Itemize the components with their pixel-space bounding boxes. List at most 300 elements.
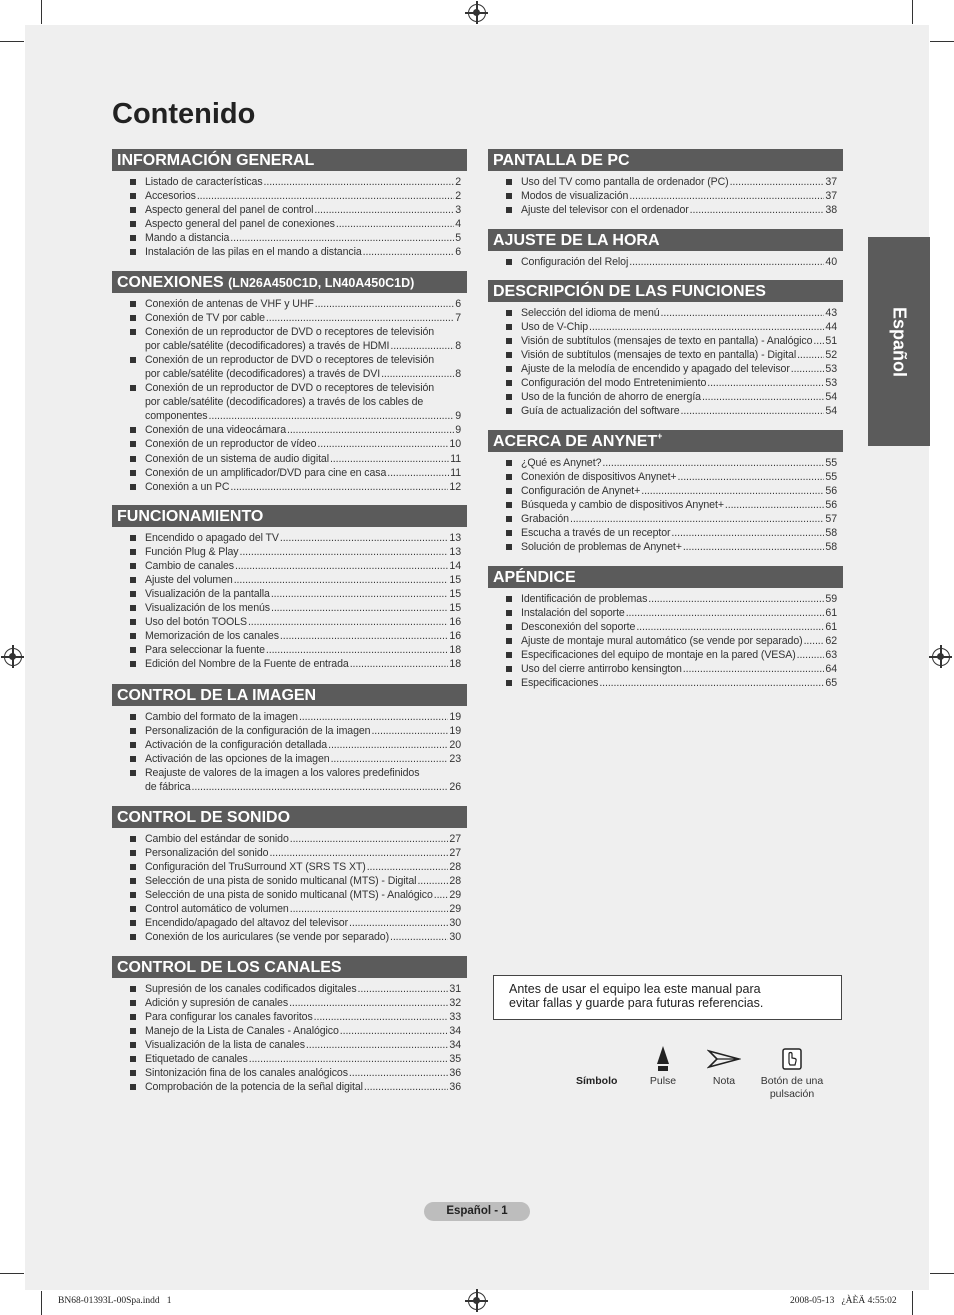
toc-dot-leader: [249, 1052, 449, 1066]
toc-entry-line: [521, 498, 837, 512]
toc-entry-line: [145, 766, 461, 780]
toc-entry[interactable]: [506, 634, 837, 648]
toc-entry-title: Visualización de la lista de canales: [145, 1039, 305, 1052]
toc-dot-leader: [797, 348, 824, 362]
footer-timestamp: 2008-05-13 ¿ÀÈÄ 4:55:02: [790, 1296, 897, 1306]
toc-dot-leader: [629, 189, 824, 203]
toc-entry-page: 23: [449, 753, 461, 766]
toc-entry[interactable]: [506, 620, 837, 634]
toc-entry[interactable]: [506, 484, 837, 498]
toc-dot-leader: [599, 676, 824, 690]
toc-entry[interactable]: [506, 334, 837, 348]
toc-entry[interactable]: [506, 456, 837, 470]
toc-dot-leader: [299, 710, 448, 724]
toc-entry-page: 3: [455, 204, 461, 217]
crop-mark: [912, 0, 913, 24]
toc-entry-title: Adición y supresión de canales: [145, 997, 289, 1010]
toc-dot-leader: [648, 592, 824, 606]
toc-entry-title: Memorización de los canales: [145, 630, 279, 643]
toc-entry-line: [521, 606, 837, 620]
toc-entry[interactable]: [130, 325, 461, 353]
toc-entry-title: Accesorios: [145, 190, 196, 203]
toc-section-heading-text: DESCRIPCIÓN DE LAS FUNCIONES: [493, 283, 766, 300]
toc-entry-line: [521, 376, 837, 390]
toc-entry-title: por cable/satélite (decodificadores) a través de los cables de: [145, 396, 424, 409]
toc-entry-title: Encendido o apagado del TV: [145, 532, 279, 544]
toc-entry-title: Cambio del formato de la imagen: [145, 711, 298, 723]
toc-dot-leader: [336, 217, 454, 231]
toc-entry[interactable]: [130, 231, 461, 245]
toc-entry-page: 8: [455, 368, 461, 381]
toc-entry-page: 19: [449, 725, 461, 738]
toc-entry-line: [145, 311, 461, 325]
toc-entry-title: Listado de características: [145, 176, 263, 188]
toc-entry-title: Conexión de antenas de VHF y UHF: [145, 298, 314, 310]
toc-entry-title: Escucha a través de un receptor: [521, 527, 671, 540]
toc-entry-title: Ajuste de montaje mural automático (se vende por separado): [521, 635, 803, 648]
toc-entry-page: 15: [449, 602, 461, 615]
toc-entry[interactable]: [130, 175, 461, 189]
toc-section-heading-text: CONTROL DE LOS CANALES: [117, 959, 342, 976]
toc-dot-leader: [192, 780, 449, 794]
toc-entry-title: Manejo de la Lista de Canales - Analógico: [145, 1025, 339, 1038]
toc-entry[interactable]: [506, 320, 837, 334]
toc-entry-line: [145, 1080, 461, 1094]
toc-section-heading-text: FUNCIONAMIENTO: [117, 508, 264, 525]
toc-entry-page: 26: [449, 781, 461, 794]
toc-entry[interactable]: [130, 423, 461, 437]
toc-entry[interactable]: [130, 559, 461, 573]
toc-entry[interactable]: [506, 512, 837, 526]
toc-entry-line: [521, 620, 837, 634]
toc-entry-line: [145, 643, 461, 657]
toc-entry[interactable]: [506, 470, 837, 484]
toc-entry-line: [521, 526, 837, 540]
toc-entry-page: 55: [825, 471, 837, 484]
toc-entry-page: 20: [449, 739, 461, 752]
toc-dot-leader: [290, 902, 449, 916]
language-side-tab: [868, 237, 930, 446]
toc-entry-title: Visión de subtítulos (mensajes de texto en pantalla) - Analógico: [521, 335, 813, 348]
toc-entry[interactable]: [130, 1038, 461, 1052]
toc-entry[interactable]: [506, 376, 837, 390]
toc-section-heading-text: ACERCA DE ANYNET: [493, 433, 658, 450]
toc-entry-line: [145, 930, 461, 944]
toc-entry-page: 11: [450, 452, 461, 465]
toc-entry-list: [112, 828, 467, 944]
toc-entry-page: 9: [455, 410, 461, 423]
toc-entry-line: [145, 175, 461, 189]
toc-entry[interactable]: [130, 1080, 461, 1094]
toc-entry-page: 2: [455, 176, 461, 188]
toc-entry-line: [521, 662, 837, 676]
toc-entry[interactable]: [130, 189, 461, 203]
toc-entry-title: Selección de una pista de sonido multicanal (MTS) - Digital: [145, 875, 417, 888]
toc-entry-page: 19: [449, 711, 461, 723]
toc-entry-page: 14: [449, 560, 461, 573]
toc-entry-page: 33: [449, 1011, 461, 1024]
toc-entry-page: 61: [825, 607, 837, 620]
toc-dot-leader: [209, 409, 455, 423]
toc-dot-leader: [328, 738, 448, 752]
toc-entry-title: Uso de V-Chip: [521, 321, 589, 334]
toc-dot-leader: [340, 1024, 449, 1038]
toc-entry-line: [521, 676, 837, 690]
toc-entry[interactable]: [506, 526, 837, 540]
symbol-one-touch-label: Botón de una: [760, 1075, 824, 1087]
toc-section-heading-text: APÉNDICE: [493, 569, 576, 586]
toc-entry[interactable]: [130, 573, 461, 587]
toc-entry-list: [488, 452, 843, 554]
toc-entry[interactable]: [130, 466, 461, 480]
toc-entry-line: [521, 540, 837, 554]
toc-entry-line: [145, 395, 461, 409]
symbol-pulse-label: Pulse: [649, 1075, 677, 1087]
toc-entry[interactable]: [506, 348, 837, 362]
toc-entry-title: Ajuste del televisor con el ordenador: [521, 204, 689, 217]
toc-entry-title: Para configurar los canales favoritos: [145, 1011, 313, 1024]
toc-entry[interactable]: [130, 657, 461, 671]
toc-entry[interactable]: [130, 452, 461, 466]
toc-entry-title: Conexión de un reproductor de vídeo: [145, 438, 317, 451]
toc-entry[interactable]: [130, 752, 461, 766]
toc-entry-title: Activación de la configuración detallada: [145, 739, 328, 752]
footer-file-name: BN68-01393L-00Spa.indd 1: [58, 1296, 172, 1306]
toc-dot-leader: [230, 480, 448, 494]
toc-dot-leader: [570, 512, 824, 526]
toc-dot-leader: [269, 846, 448, 860]
toc-entry[interactable]: [130, 846, 461, 860]
toc-entry-line: [145, 860, 461, 874]
toc-entry[interactable]: [130, 217, 461, 231]
toc-entry[interactable]: [130, 545, 461, 559]
toc-entry-line: [145, 231, 461, 245]
toc-entry[interactable]: [506, 390, 837, 404]
toc-entry-title: Especificaciones: [521, 677, 599, 690]
toc-entry-line: [521, 203, 837, 217]
toc-entry[interactable]: [506, 662, 837, 676]
toc-entry-line: [521, 512, 837, 526]
toc-entry-page: 30: [449, 931, 461, 944]
toc-dot-leader: [271, 587, 449, 601]
toc-entry-list: [488, 588, 843, 690]
toc-entry[interactable]: [130, 766, 461, 794]
toc-section-heading: [488, 149, 843, 171]
toc-entry-line: [145, 353, 461, 367]
toc-entry-line: [145, 573, 461, 587]
toc-entry[interactable]: [506, 306, 837, 320]
crop-mark: [41, 1291, 42, 1315]
toc-entry-line: [521, 362, 837, 376]
toc-entry[interactable]: [130, 381, 461, 423]
toc-entry-line: [521, 348, 837, 362]
toc-entry-line: [145, 1038, 461, 1052]
registration-mark-icon: [468, 1292, 486, 1310]
toc-entry[interactable]: [130, 902, 461, 916]
toc-entry-line: [145, 724, 461, 738]
toc-entry[interactable]: [130, 1010, 461, 1024]
toc-dot-leader: [707, 376, 824, 390]
toc-entry-line: [145, 217, 461, 231]
toc-entry-page: 58: [825, 541, 837, 554]
toc-entry-title: Cambio del estándar de sonido: [145, 833, 289, 845]
toc-entry[interactable]: [506, 255, 837, 269]
toc-entry[interactable]: [130, 203, 461, 217]
toc-entry-page: 56: [825, 485, 837, 498]
toc-entry[interactable]: [130, 888, 461, 902]
toc-dot-leader: [349, 916, 448, 930]
toc-section-heading: [112, 684, 467, 706]
toc-entry-page: 31: [449, 983, 461, 995]
toc-dot-leader: [641, 484, 824, 498]
toc-entry-page: 18: [449, 658, 461, 671]
toc-entry[interactable]: [506, 189, 837, 203]
toc-section-heading-text: CONTROL DE SONIDO: [117, 809, 291, 826]
toc-dot-leader: [791, 362, 825, 376]
toc-entry-title: Modos de visualización: [521, 190, 629, 203]
toc-entry-page: 36: [449, 1081, 461, 1094]
toc-dot-leader: [314, 203, 454, 217]
toc-entry-page: 54: [825, 405, 837, 418]
toc-entry-title: Comprobación de la potencia de la señal digital: [145, 1081, 363, 1094]
toc-entry-title: Selección de una pista de sonido multicanal (MTS) - Analógico: [145, 889, 433, 902]
toc-entry-line: [145, 409, 461, 423]
toc-entry-title: Personalización del sonido: [145, 847, 269, 860]
toc-entry-title: Aspecto general del panel de control: [145, 204, 314, 217]
toc-entry-page: 58: [825, 527, 837, 540]
toc-entry[interactable]: [506, 592, 837, 606]
toc-entry-page: 16: [449, 630, 461, 643]
toc-entry-line: [145, 339, 461, 353]
toc-entry-title: componentes: [145, 410, 208, 423]
toc-entry[interactable]: [506, 404, 837, 418]
toc-entry[interactable]: [130, 738, 461, 752]
toc-dot-leader: [331, 752, 449, 766]
toc-dot-leader: [629, 255, 824, 269]
toc-section-heading: [112, 149, 467, 171]
toc-dot-leader: [315, 297, 454, 311]
toc-section-heading: [112, 956, 467, 978]
registration-mark-icon: [4, 648, 22, 666]
toc-entry-line: [145, 437, 461, 451]
toc-entry-line: [145, 982, 461, 996]
toc-entry-line: [145, 381, 461, 395]
toc-entry-title: Ajuste de la melodía de encendido y apagado del televisor: [521, 363, 790, 376]
toc-dot-leader: [434, 888, 449, 902]
toc-section: [488, 566, 843, 690]
toc-entry[interactable]: [506, 540, 837, 554]
registration-mark-icon: [932, 648, 950, 666]
toc-entry[interactable]: [130, 916, 461, 930]
toc-dot-leader: [314, 1010, 449, 1024]
toc-entry-title: por cable/satélite (decodificadores) a través de DVI: [145, 368, 381, 381]
toc-entry-title: Instalación del soporte: [521, 607, 625, 620]
toc-entry-line: [145, 480, 461, 494]
toc-entry[interactable]: [130, 353, 461, 381]
toc-entry-page: 10: [449, 438, 461, 451]
toc-dot-leader: [367, 860, 449, 874]
toc-entry-title: Función Plug & Play: [145, 546, 239, 559]
crop-mark: [912, 1291, 913, 1315]
toc-entry[interactable]: [130, 311, 461, 325]
toc-entry-line: [521, 189, 837, 203]
toc-entry-line: [145, 1010, 461, 1024]
toc-entry-line: [521, 634, 837, 648]
toc-dot-leader: [589, 320, 824, 334]
toc-entry-page: 57: [825, 513, 837, 526]
symbol-one-touch-label: pulsación: [769, 1088, 815, 1100]
toc-section-heading-text: INFORMACIÓN GENERAL: [117, 152, 315, 169]
crop-mark: [41, 0, 42, 24]
toc-entry[interactable]: [506, 362, 837, 376]
toc-entry-page: 59: [825, 593, 837, 605]
toc-dot-leader: [681, 404, 825, 418]
toc-section-heading-text: CONTROL DE LA IMAGEN: [117, 687, 317, 704]
toc-entry-line: [145, 888, 461, 902]
toc-entry-line: [145, 189, 461, 203]
toc-dot-leader: [306, 1038, 448, 1052]
toc-section-heading: [112, 505, 467, 527]
toc-entry-title: por cable/satélite (decodificadores) a través de HDMI: [145, 340, 390, 353]
toc-entry-page: 6: [455, 246, 461, 259]
toc-entry-line: [521, 320, 837, 334]
toc-entry-line: [521, 306, 837, 320]
toc-dot-leader: [683, 662, 825, 676]
toc-entry-line: [145, 996, 461, 1010]
toc-section: [488, 229, 843, 269]
toc-entry-page: 56: [825, 499, 837, 512]
toc-entry[interactable]: [130, 629, 461, 643]
toc-entry[interactable]: [506, 175, 837, 189]
toc-entry-title: Uso de la función de ahorro de energía: [521, 391, 701, 404]
symbol-note: [703, 1044, 745, 1088]
toc-entry-line: [145, 587, 461, 601]
toc-entry-title: Búsqueda y cambio de dispositivos Anynet+: [521, 499, 724, 512]
toc-entry-line: [145, 245, 461, 259]
toc-entry-page: 6: [455, 298, 461, 310]
toc-dot-leader: [702, 390, 824, 404]
toc-entry-page: 40: [825, 256, 837, 268]
toc-entry[interactable]: [506, 648, 837, 662]
toc-entry[interactable]: [130, 245, 461, 259]
toc-entry-title: ¿Qué es Anynet?: [521, 457, 602, 469]
toc-entry-title: Encendido/apagado del altavoz del televisor: [145, 917, 349, 930]
toc-entry[interactable]: [506, 203, 837, 217]
toc-entry-line: [521, 484, 837, 498]
usage-note-box: [493, 975, 842, 1020]
crop-mark: [0, 1273, 24, 1274]
toc-entry-page: 55: [825, 457, 837, 469]
toc-entry-page: 15: [449, 574, 461, 587]
toc-entry-page: 2: [455, 190, 461, 203]
toc-entry-title: Conexión de un reproductor de DVD o receptores de televisión: [145, 382, 435, 395]
toc-entry[interactable]: [130, 724, 461, 738]
toc-entry[interactable]: [130, 874, 461, 888]
toc-dot-leader: [390, 339, 454, 353]
symbol-legend-label: Símbolo: [576, 1075, 618, 1087]
toc-dot-leader: [725, 498, 825, 512]
toc-section: [112, 271, 467, 494]
toc-entry[interactable]: [130, 1052, 461, 1066]
toc-entry-page: 29: [449, 903, 461, 916]
toc-entry-page: 8: [455, 340, 461, 353]
toc-entry-page: 53: [825, 363, 837, 376]
toc-entry-page: 44: [825, 321, 837, 334]
toc-entry-page: 27: [449, 833, 461, 845]
toc-entry[interactable]: [130, 710, 461, 724]
toc-section-heading: [112, 271, 467, 293]
toc-entry-line: [521, 456, 837, 470]
toc-entry[interactable]: [130, 832, 461, 846]
toc-entry[interactable]: [130, 1024, 461, 1038]
toc-entry-list: [112, 527, 467, 671]
toc-entry[interactable]: [130, 297, 461, 311]
toc-entry-line: [521, 592, 837, 606]
toc-dot-leader: [234, 573, 449, 587]
toc-entry-line: [145, 452, 461, 466]
toc-entry-title: Conexión de un amplificador/DVD para cine en casa: [145, 466, 387, 479]
toc-entry-line: [145, 902, 461, 916]
toc-entry-title: Aspecto general del panel de conexiones: [145, 218, 335, 231]
toc-entry[interactable]: [130, 930, 461, 944]
toc-dot-leader: [290, 832, 449, 846]
toc-entry[interactable]: [130, 982, 461, 996]
toc-entry[interactable]: [130, 615, 461, 629]
toc-entry-line: [521, 470, 837, 484]
toc-entry[interactable]: [506, 606, 837, 620]
toc-entry-page: 13: [449, 546, 461, 559]
toc-entry-page: 61: [825, 621, 837, 634]
toc-entry-page: 16: [449, 616, 461, 629]
press-arrow-icon: [643, 1044, 683, 1074]
toc-dot-leader: [387, 466, 449, 480]
toc-entry[interactable]: [130, 587, 461, 601]
toc-entry-line: [145, 531, 461, 545]
toc-entry[interactable]: [506, 676, 837, 690]
toc-entry-title: Configuración de Anynet+: [521, 485, 641, 498]
toc-entry-line: [145, 466, 461, 480]
toc-entry-page: 52: [825, 349, 837, 362]
toc-dot-leader: [804, 634, 825, 648]
toc-dot-leader: [330, 452, 449, 466]
toc-entry[interactable]: [130, 643, 461, 657]
symbol-pulse: [643, 1044, 683, 1088]
toc-entry[interactable]: [130, 1066, 461, 1080]
toc-entry[interactable]: [130, 480, 461, 494]
toc-entry-line: [145, 629, 461, 643]
toc-section: [488, 280, 843, 418]
toc-entry-page: 29: [449, 889, 461, 902]
toc-section-heading: [488, 430, 843, 452]
toc-entry-title: Conexión a un PC: [145, 480, 230, 493]
toc-entry-title: Cambio de canales: [145, 560, 234, 573]
toc-entry[interactable]: [130, 996, 461, 1010]
toc-entry-list: [112, 171, 467, 259]
toc-entry[interactable]: [506, 498, 837, 512]
toc-entry[interactable]: [130, 437, 461, 451]
toc-entry[interactable]: [130, 601, 461, 615]
toc-entry-title: Especificaciones del equipo de montaje en la pared (VESA): [521, 649, 796, 662]
toc-dot-leader: [280, 629, 448, 643]
toc-section-heading: [488, 280, 843, 302]
toc-dot-leader: [317, 437, 448, 451]
toc-dot-leader: [197, 189, 454, 203]
toc-dot-leader: [661, 306, 825, 320]
toc-entry[interactable]: [130, 531, 461, 545]
toc-entry[interactable]: [130, 860, 461, 874]
toc-dot-leader: [683, 540, 825, 554]
toc-entry-page: 18: [449, 644, 461, 657]
